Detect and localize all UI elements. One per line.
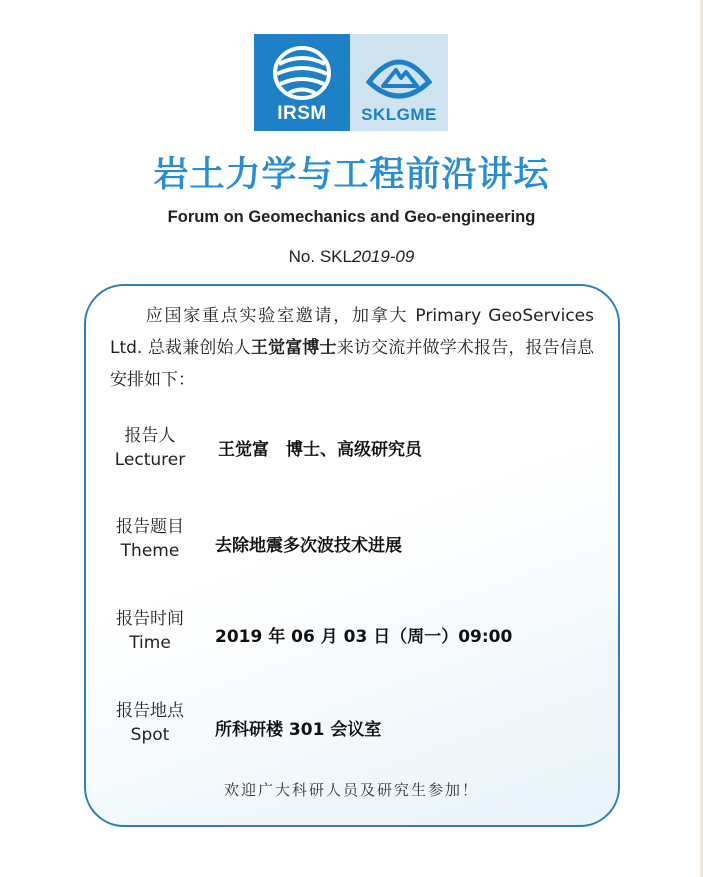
lecturer-label	[104, 424, 196, 472]
lecturer-label-en: Lecturer	[114, 450, 186, 470]
spot-label-cn: 报告地点	[116, 701, 184, 721]
theme-label	[104, 515, 196, 563]
theme-value: 去除地震多次波技术进展	[215, 536, 402, 556]
issue-number	[0, 247, 703, 267]
lecturer-label-cn: 报告人	[124, 426, 176, 446]
globe-icon	[271, 44, 333, 102]
issue-num: 2019-09	[351, 247, 415, 266]
spot-label-en: Spot	[130, 725, 170, 745]
time-label	[104, 607, 196, 655]
welcome-note: 欢迎广大科研人员及研究生参加！	[223, 781, 479, 799]
lecturer-name-highlight: 王觉富博士	[250, 338, 337, 358]
spot-label	[104, 699, 196, 747]
theme-label-en: Theme	[120, 541, 180, 561]
theme-label-cn: 报告题目	[116, 517, 184, 537]
forum-title-cn: 岩土力学与工程前沿讲坛	[153, 155, 550, 195]
intro-text-1: 应国家重点实验室邀请，加拿大 Primary GeoServices Ltd. 总裁兼创始人	[110, 306, 594, 358]
time-value: 2019 年 06 月 03 日（周一）09:00	[215, 627, 513, 647]
time-label-en: Time	[129, 633, 171, 653]
irsm-logo	[254, 34, 350, 131]
forum-title-en: Forum on Geomechanics and Geo-engineering	[167, 208, 536, 226]
irsm-logo-text: IRSM	[277, 103, 327, 124]
sklgme-logo	[350, 34, 448, 131]
time-label-cn: 报告时间	[116, 609, 184, 629]
logo-banner	[254, 34, 448, 131]
intro-paragraph	[110, 300, 594, 396]
sklgme-logo-text: SKLGME	[361, 105, 437, 124]
lecturer-value: 王觉富 博士、高级研究员	[218, 440, 422, 460]
issue-prefix: No. SKL	[288, 247, 352, 266]
intro-text-2: 来访交流并做学术报告，报告信息安排如下：	[110, 338, 595, 390]
mountain-icon	[363, 48, 435, 104]
spot-value: 所科研楼 301 会议室	[215, 720, 382, 740]
